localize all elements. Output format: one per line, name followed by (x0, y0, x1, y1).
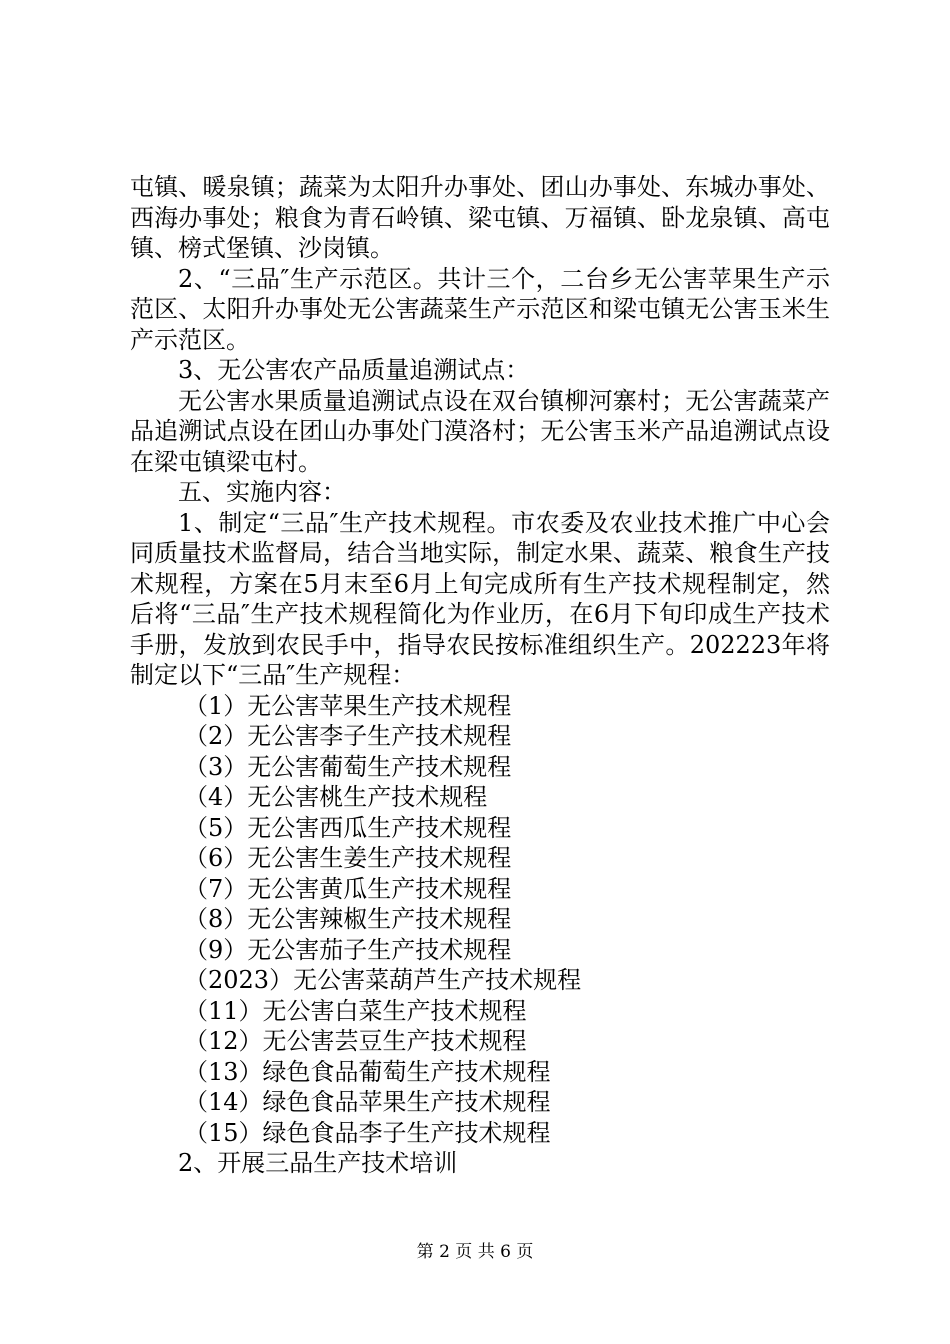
section-heading-implementation: 五、实施内容： (178, 478, 346, 506)
list-item: （3）无公害葡萄生产技术规程 (184, 752, 512, 781)
paragraph-traceability-sites: 无公害水果质量追溯试点设在双台镇柳河寨村；无公害蔬菜产品追溯试点设在团山办事处门漠洛村；无公害玉米产品追溯试点设在梁屯镇梁屯村。 (130, 386, 830, 476)
list-item: （1）无公害苹果生产技术规程 (184, 691, 512, 720)
list-item: （2023）无公害菜葫芦生产技术规程 (184, 966, 582, 994)
paragraph-demo-zones: 2、“三品″生产示范区。共计三个，二台乡无公害苹果生产示范区、太阳升办事处无公害蔬菜生产示范区和梁屯镇无公害玉米生产示范区。 (130, 264, 830, 354)
list-item: （6）无公害生姜生产技术规程 (184, 844, 512, 872)
list-item: （12）无公害芸豆生产技术规程 (184, 1027, 527, 1055)
list-item: （13）绿色食品葡萄生产技术规程 (184, 1057, 551, 1086)
paragraph-towns: 屯镇、暖泉镇；蔬菜为太阳升办事处、团山办事处、东城办事处、西海办事处；粮食为青石岭镇、梁屯镇、万福镇、卧龙泉镇、高屯镇、榜式堡镇、沙岗镇。 (130, 173, 830, 262)
paragraph-technical-rules: 1、制定“三品″生产技术规程。市农委及农业技术推广中心会同质量技术监督局，结合当地实际，制定水果、蔬菜、粮食生产技术规程，方案在5月末至6月上旬完成所有生产技术规程制定，然后将“三品″生产技术规程简化为作业历，在6月下旬印成生产技术手册，发放到农民手中，指导农民按标准组织生产。202223年将制定以下“三品″生产规程： (130, 508, 830, 689)
paragraph-training-heading: 2、开展三品生产技术培训 (178, 1149, 458, 1177)
rules-list (130, 691, 830, 1149)
list-item: （7）无公害黄瓜生产技术规程 (184, 874, 512, 903)
list-item: （4）无公害桃生产技术规程 (184, 783, 488, 811)
page-footer: 第 2 页 共 6 页 (416, 1242, 534, 1262)
paragraph-traceability-heading: 3、无公害农产品质量追溯试点： (178, 356, 530, 384)
list-item: （2）无公害李子生产技术规程 (184, 722, 512, 750)
list-item: （8）无公害辣椒生产技术规程 (184, 905, 512, 933)
list-item: （5）无公害西瓜生产技术规程 (184, 813, 512, 842)
list-item: （11）无公害白菜生产技术规程 (184, 996, 527, 1025)
document-body (130, 172, 830, 1179)
list-item: （15）绿色食品李子生产技术规程 (184, 1118, 551, 1147)
list-item: （9）无公害茄子生产技术规程 (184, 935, 512, 964)
list-item: （14）绿色食品苹果生产技术规程 (184, 1088, 551, 1116)
